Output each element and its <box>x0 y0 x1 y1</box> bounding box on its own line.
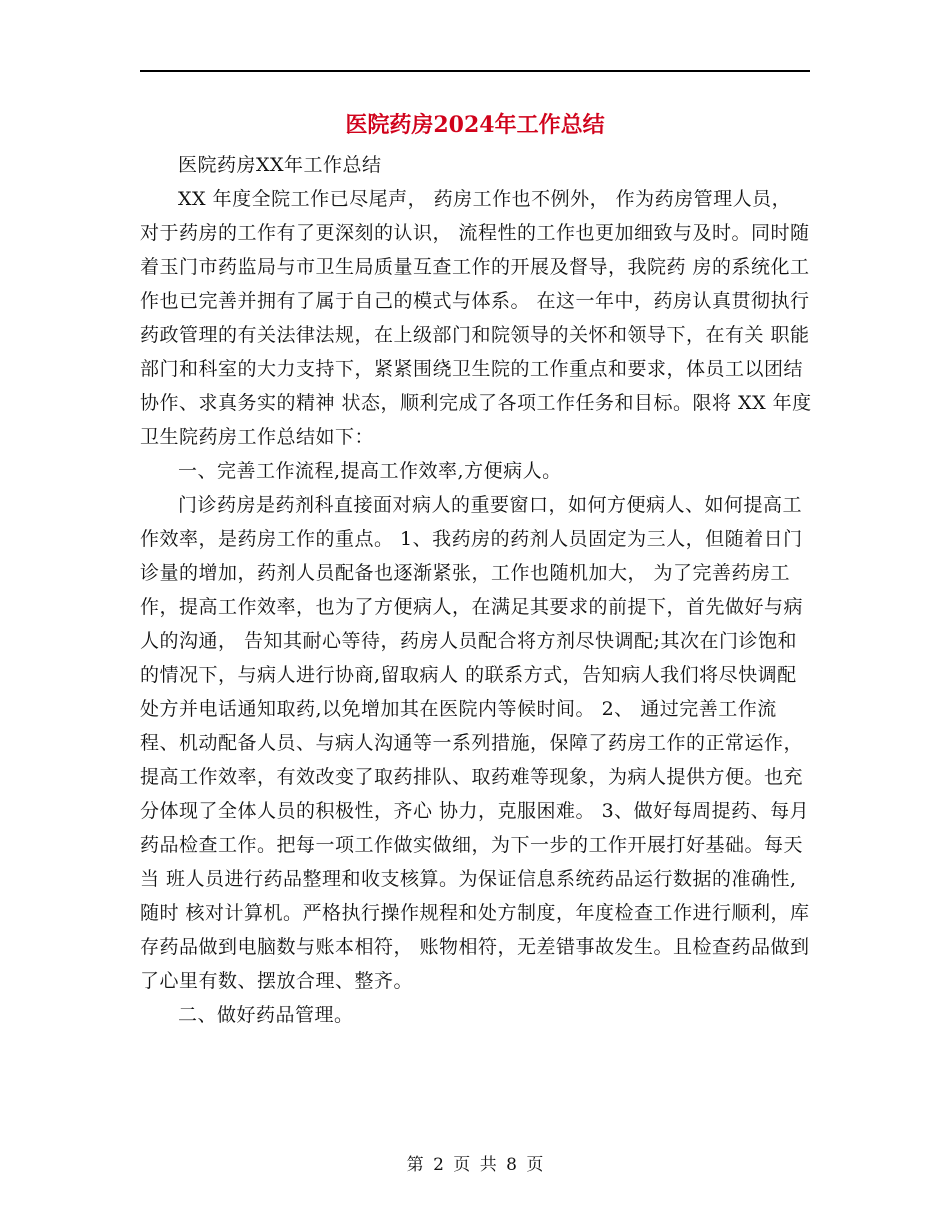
document-body <box>140 148 812 1032</box>
section-heading-2: 二、做好药品管理。 <box>178 1004 354 1026</box>
header-rule <box>140 70 810 72</box>
page-footer: 第 2 页 共 8 页 <box>406 1155 544 1175</box>
section-heading-1: 一、完善工作流程,提高工作效率,方便病人。 <box>178 460 562 482</box>
paragraph-section-1: 门诊药房是药剂科直接面对病人的重要窗口，如何方便病人、如何提高工作效率，是药房工作的重点。 1、我药房的药剂人员固定为三人，但随着日门诊量的增加，药剂人员配备也逐渐紧张，工作也随机加大， 为了完善药房工作，提高工作效率，也为了方便病人，在满足其要求的前提下，首先做好与病人的沟通， 告知其耐心等待，药房人员配合将方剂尽快调配;其次在门诊饱和的情况下，与病人进行协商,留取病人 的联系方式，告知病人我们将尽快调配处方并电话通知取药,以免增加其在医院内等候时间。 2、 通过完善工作流程、机动配备人员、与病人沟通等一系列措施，保障了药房工作的正常运作，提高工作效率，有效改变了取药排队、取药难等现象，为病人提供方便。也充分体现了全体人员的积极性，齐心 协力，克服困难。 3、做好每周提药、每月药品检查工作。把每一项工作做实做细，为下一步的工作开展打好基础。每天当 班人员进行药品整理和收支核算。为保证信息系统药品运行数据的准确性,随时 核对计算机。严格执行操作规程和处方制度，年度检查工作进行顺利，库存药品做到电脑数与账本相符， 账物相符，无差错事故发生。且检查药品做到了心里有数、摆放合理、整齐。 <box>140 494 810 992</box>
document-title: 医院药房2024年工作总结 <box>345 112 605 138</box>
paragraph-intro: XX 年度全院工作已尽尾声， 药房工作也不例外， 作为药房管理人员， 对于药房的工作有了更深刻的认识， 流程性的工作也更加细致与及时。同时随着玉门市药监局与市卫生局质量互查工作的开展及督导，我院药 房的系统化工作也已完善并拥有了属于自己的模式与体系。 在这一年中，药房认真贯彻执行药政管理的有关法律法规，在上级部门和院领导的关怀和领导下，在有关 职能部门和科室的大力支持下，紧紧围绕卫生院的工作重点和要求，体员工以团结协作、求真务实的精神 状态，顺利完成了各项工作任务和目标。限将 XX 年度卫生院药房工作总结如下： <box>140 188 812 448</box>
paragraph-subtitle: 医院药房XX年工作总结 <box>178 154 382 176</box>
